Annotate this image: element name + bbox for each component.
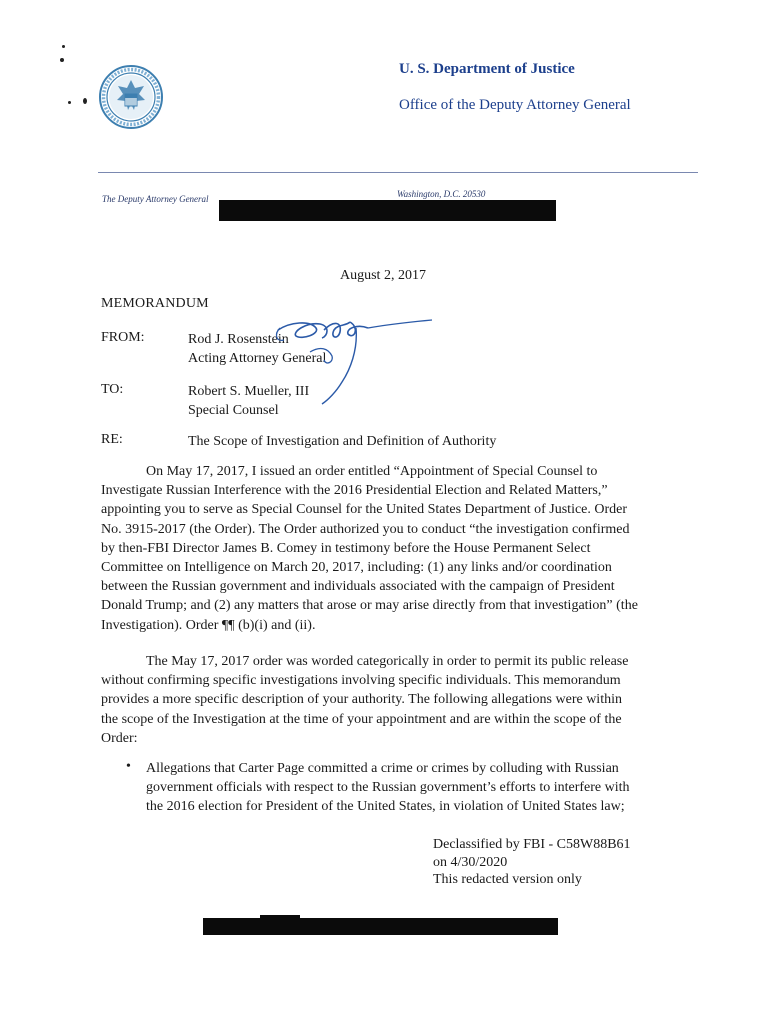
scan-speck [68,101,71,104]
bullet-item-line: government officials with respect to the Russian government’s efforts to interfere with [146,780,630,796]
redaction-bar-header [219,200,556,221]
paragraph-1-line: Donald Trump; and (2) any matters that arose or may arise directly from that investigation” (the [101,598,638,614]
re-label: RE: [101,432,123,447]
bullet-marker: • [126,759,131,774]
to-label: TO: [101,382,124,397]
paragraph-2-line: the scope of the Investigation at the time of your appointment and are within the scope of the [101,711,622,727]
bullet-item [146,759,630,817]
paragraph-1-line: Committee on Intelligence on March 20, 2017, including: (1) any links and/or coordination [101,560,612,576]
letterhead-location: Washington, D.C. 20530 [397,189,486,199]
bullet-item-line: the 2016 election for President of the United States, in violation of United States law; [146,799,625,815]
paragraph-1-line: by then-FBI Director James B. Comey in testimony before the House Permanent Select [101,540,591,556]
letterhead-department: U. S. Department of Justice [399,61,575,77]
to-name: Robert S. Mueller, III [188,384,310,399]
paragraph-1-line: between the Russian government and individuals associated with the campaign of President [101,579,615,595]
paragraph-2-line: The May 17, 2017 order was worded categorically in order to permit its public release [146,654,629,669]
paragraph-1-line: Investigate Russian Interference with the 2016 Presidential Election and Related Matters,” [101,483,608,499]
scan-speck [60,58,64,62]
letterhead-divider [98,172,698,173]
from-label: FROM: [101,330,145,345]
paragraph-1-line: Investigation). Order ¶¶ (b)(i) and (ii). [101,617,316,633]
memo-heading: MEMORANDUM [101,296,209,311]
letterhead-office: Office of the Deputy Attorney General [399,97,631,113]
to-title: Special Counsel [188,403,279,418]
memo-date: August 2, 2017 [340,268,426,283]
bullet-item-line: Allegations that Carter Page committed a crime or crimes by colluding with Russian [146,761,619,776]
paragraph-2-line: Order: [101,730,138,746]
re-subject: The Scope of Investigation and Definition of Authority [188,434,497,449]
from-name: Rod J. Rosenstein [188,332,289,347]
paragraph-1 [101,462,649,635]
paragraph-1-line: On May 17, 2017, I issued an order entitled “Appointment of Special Counsel to [146,464,598,479]
paragraph-2-line: without confirming specific investigations involving specific individuals. This memorandum [101,673,621,689]
declassification-line: on 4/30/2020 [433,854,508,870]
scan-speck [62,45,65,48]
signature-image [250,300,440,420]
paragraph-2 [101,652,649,748]
scan-speck [83,98,87,104]
redaction-bar-footer-notch [260,915,300,919]
paragraph-1-line: appointing you to serve as Special Counsel for the United States Department of Justice. Order [101,502,628,518]
redaction-bar-footer [203,918,558,935]
declassification-line: This redacted version only [433,872,582,887]
declassification-notice [433,836,631,889]
letterhead-sender-title: The Deputy Attorney General [102,194,209,204]
doj-seal-icon [98,64,164,130]
paragraph-2-line: provides a more specific description of your authority. The following allegations were within [101,692,622,708]
declassification-line: Declassified by FBI - C58W88B61 [433,837,631,852]
paragraph-1-line: No. 3915-2017 (the Order). The Order authorized you to conduct “the investigation confirmed [101,521,630,537]
from-title: Acting Attorney General [188,351,327,366]
